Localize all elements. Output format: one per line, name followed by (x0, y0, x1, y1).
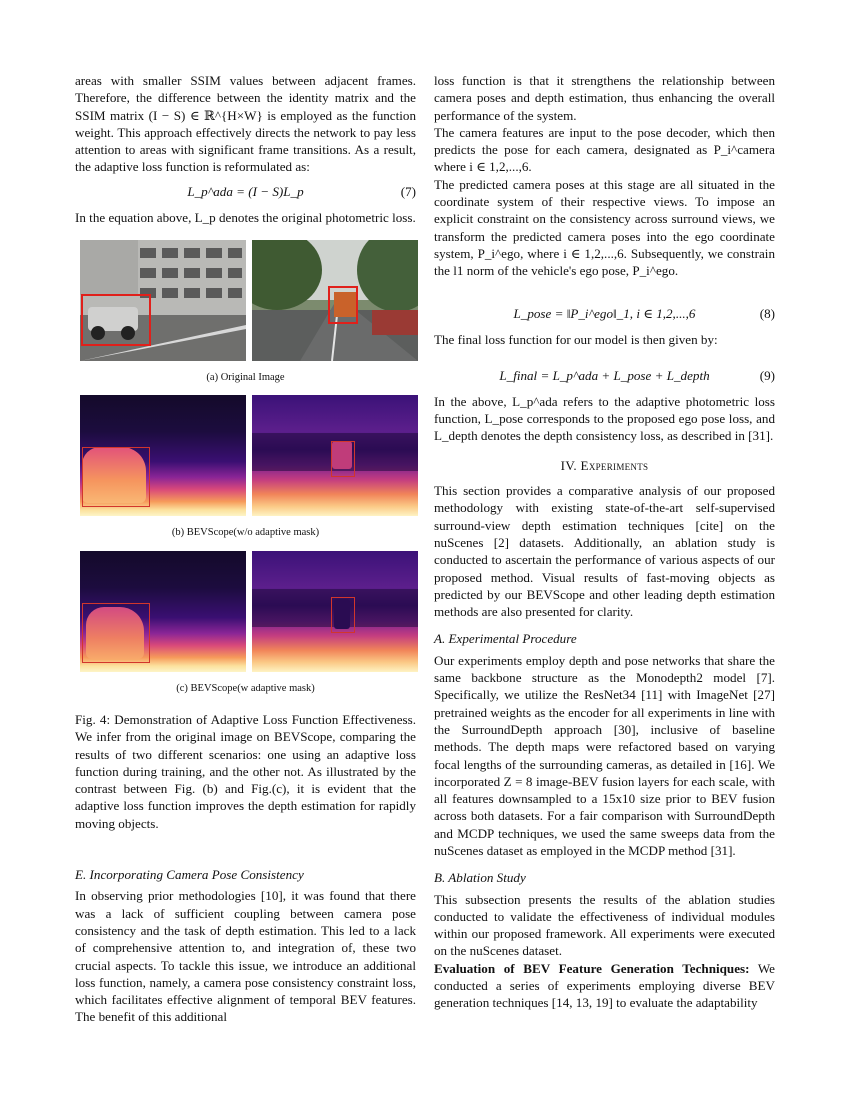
paragraph: This subsection presents the results of the ablation studies conducted to validate the effectiveness of individual modules within our proposed framework. All experiments were executed on the nuScenes dataset. (434, 891, 775, 959)
section-heading-iv: IV. Experiments (560, 457, 649, 473)
figure-row-without-mask (80, 395, 418, 516)
subfigure-caption-c: (c) BEVScope(w adaptive mask) (176, 682, 315, 694)
equation-text: L_p^ada = (I − S)L_p (187, 184, 304, 200)
equation-number: (7) (400, 184, 416, 200)
paragraph-text: We conducted a series of experiments employing diverse BEV generation techniques [14, 13, 19] to evaluate the adaptability (434, 960, 775, 1011)
figure-caption: Fig. 4: Demonstration of Adaptive Loss Function Effectiveness. We infer from the original image on BEVScope, comparing the results of two different scenarios: one using an adaptive loss function during training, and the other not. As illustrated by the contrast between Fig. (b) and Fig.(c), it is evident that the adaptive loss function improves the depth estimation for rapidly moving objects. (75, 711, 416, 831)
subsection-heading-e: E. Incorporating Camera Pose Consistency (75, 867, 304, 883)
paragraph: loss function is that it strengthens the relationship between camera poses and depth estimation, thus enhancing the overall performance of the system. (434, 73, 775, 123)
paragraph (434, 960, 775, 1012)
depth-map-right-without-mask (252, 395, 418, 516)
paragraph: In the above, L_p^ada refers to the adaptive photometric loss function, L_pose corresponds to the proposed ego pose loss, and L_depth denotes the depth consistency loss, as described in [31]. (434, 393, 775, 444)
equation-9 (434, 365, 775, 387)
highlight-box (331, 441, 355, 477)
subsection-heading-a: A. Experimental Procedure (434, 631, 577, 647)
equation-text: L_final = L_p^ada + L_pose + L_depth (499, 368, 710, 384)
figure-4 (75, 240, 416, 832)
highlight-box (328, 286, 358, 324)
highlight-box (81, 294, 151, 346)
equation-7 (75, 181, 416, 203)
equation-number: (8) (759, 305, 775, 321)
left-column (75, 72, 416, 1026)
original-image-right (252, 240, 418, 361)
paragraph: The final loss function for our model is then given by: (434, 331, 718, 347)
depth-map-left-without-mask (80, 395, 246, 516)
right-column (434, 72, 775, 1012)
paragraph: This section provides a comparative analysis of our proposed methodology with existing state-of-the-art self-supervised surround-view depth estimation techniques [cite] on the nuScenes [2] datasets. Additionally, an ablation study is conducted to ascertain the performance of various aspects of our proposed method. Visual results of fast-moving objects as predicted by our BEVScope and other leading depth estimation methods are also presented for clarity. (434, 483, 775, 620)
paragraph: areas with smaller SSIM values between adjacent frames. Therefore, the difference between the identity matrix and the SSIM matrix (I − S) ∈ ℝ^{H×W} is employed as the function weight. This approach effectively directs the network to pay less attention to areas with significant frame transitions. As a result, the adaptive loss function is reformulated as: (75, 73, 416, 175)
subsection-heading-b: B. Ablation Study (434, 870, 526, 886)
figure-row-with-mask (80, 551, 418, 672)
subfigure-caption-b: (b) BEVScope(w/o adaptive mask) (171, 527, 320, 539)
paragraph: In observing prior methodologies [10], it was found that there was a lack of sufficient coupling between camera pose consistency and the task of depth estimation. This led to a lack of comprehensive attention to, and integration of, these two crucial aspects. To tackle this issue, we introduce an additional loss function, namely, a camera pose consistency constraint loss, which facilitates effective alignment of temporal BEV features. The benefit of this additional (75, 888, 416, 1025)
equation-8 (434, 303, 775, 325)
original-image-left (80, 240, 246, 361)
paragraph: In the equation above, L_p denotes the original photometric loss. (75, 209, 416, 225)
paragraph: The predicted camera poses at this stage are all situated in the coordinate system of their respective views. To impose an explicit constraint on the consistency across surround views, we transform the predicted camera poses into the ego coordinate system, P_i^ego, where i ∈ 1,2,...,6. Subsequently, we constrain the l1 norm of the vehicle's ego pose, P_i^ego. (434, 176, 775, 279)
depth-map-right-with-mask (252, 551, 418, 672)
paragraph: The camera features are input to the pose decoder, which then predicts the pose for each camera, designated as P_i^camera where i ∈ 1,2,...,6. (434, 124, 775, 175)
highlight-box (331, 597, 355, 633)
subfigure-caption-a: (a) Original Image (206, 372, 285, 384)
equation-text: L_pose = ‖P_i^ego‖_1, i ∈ 1,2,...,6 (513, 305, 696, 321)
figure-row-original (80, 240, 418, 361)
depth-map-left-with-mask (80, 551, 246, 672)
highlight-box (82, 603, 150, 663)
highlight-box (82, 447, 150, 507)
equation-number: (9) (759, 368, 775, 384)
paragraph: Our experiments employ depth and pose networks that share the same backbone structure as the Monodepth2 model [7]. Specifically, we utilize the ResNet34 [11] with ImageNet [27] pretrained weights as the encoder for all experiments in line with the SurroundDepth approach [30], inclusive of baseline methods. The depth maps were refactored based on varying focal lengths of the surrounding cameras, as detailed in [16]. We incorporated Z = 8 image-BEV fusion layers for each scale, with all features downsampled to a 15x10 size prior to BEV fusion across both datasets. For a fair comparison with SurroundDepth and MCDP techniques, we used the same sweeps data from the nuScenes dataset as employed in the MCDP method [31]. (434, 652, 775, 858)
paragraph-lead-bold: Evaluation of BEV Feature Generation Techniques: (434, 960, 750, 976)
